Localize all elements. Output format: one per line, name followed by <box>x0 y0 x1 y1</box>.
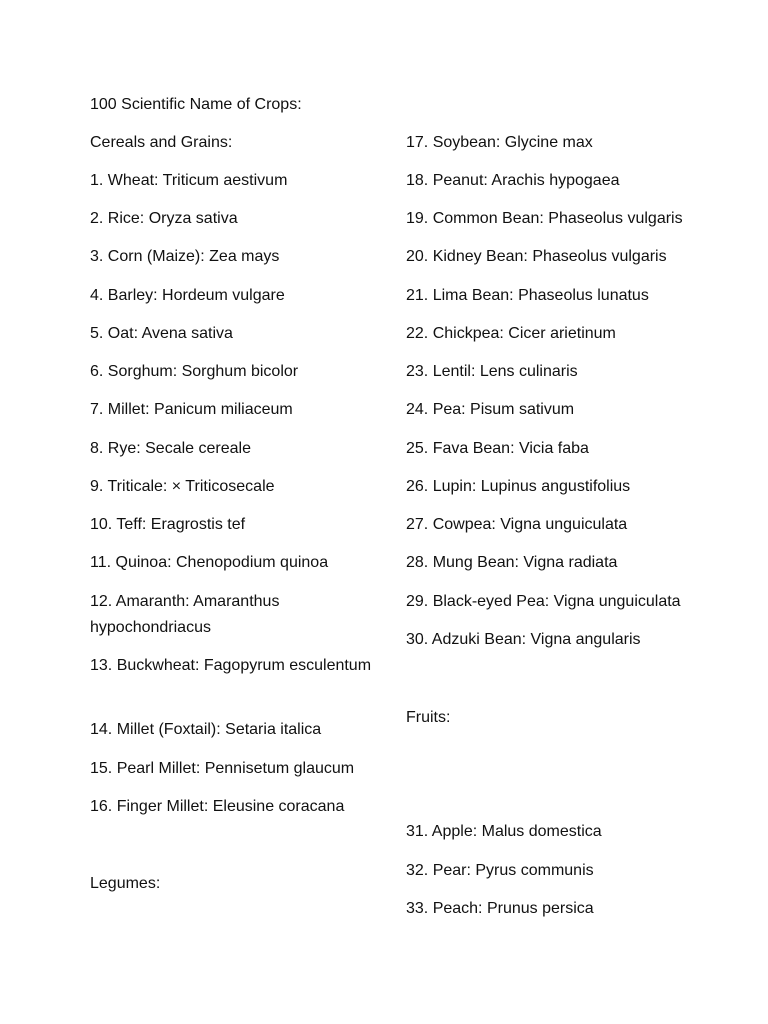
list-item: 7. Millet: Panicum miliaceum <box>90 401 293 418</box>
list-item: 10. Teff: Eragrostis tef <box>90 516 246 533</box>
list-item: 5. Oat: Avena sativa <box>90 325 233 342</box>
list-item: 9. Triticale: × Triticosecale <box>90 478 275 495</box>
list-item: 21. Lima Bean: Phaseolus lunatus <box>406 287 649 304</box>
list-item: 8. Rye: Secale cereale <box>90 440 251 457</box>
list-item: 23. Lentil: Lens culinaris <box>406 363 578 380</box>
list-item: 2. Rice: Oryza sativa <box>90 210 238 227</box>
list-item: 25. Fava Bean: Vicia faba <box>406 440 589 457</box>
list-item: 30. Adzuki Bean: Vigna angularis <box>406 631 641 648</box>
list-item: 16. Finger Millet: Eleusine coracana <box>90 798 345 815</box>
list-item: 28. Mung Bean: Vigna radiata <box>406 554 618 571</box>
list-item: 27. Cowpea: Vigna unguiculata <box>406 516 628 533</box>
list-item: 31. Apple: Malus domestica <box>406 823 602 840</box>
list-item: 22. Chickpea: Cicer arietinum <box>406 325 616 342</box>
section-heading-cereals: Cereals and Grains: <box>90 134 233 151</box>
section-heading-fruits: Fruits: <box>406 709 451 726</box>
list-item: 14. Millet (Foxtail): Setaria italica <box>90 721 322 738</box>
list-item: 17. Soybean: Glycine max <box>406 134 593 151</box>
document-title: 100 Scientific Name of Crops: <box>90 96 302 113</box>
list-item: 19. Common Bean: Phaseolus vulgaris <box>406 210 683 227</box>
list-item: 24. Pea: Pisum sativum <box>406 401 575 418</box>
list-item: 33. Peach: Prunus persica <box>406 900 594 917</box>
list-item: 4. Barley: Hordeum vulgare <box>90 287 285 304</box>
list-item: 15. Pearl Millet: Pennisetum glaucum <box>90 760 355 777</box>
list-item: 12. Amaranth: Amaranthus hypochondriacus <box>90 593 280 636</box>
list-item: 26. Lupin: Lupinus angustifolius <box>406 478 631 495</box>
list-item: 1. Wheat: Triticum aestivum <box>90 172 288 189</box>
section-heading-legumes: Legumes: <box>90 875 161 892</box>
list-item: 13. Buckwheat: Fagopyrum esculentum <box>90 657 372 674</box>
list-item: 32. Pear: Pyrus communis <box>406 862 594 879</box>
list-item: 18. Peanut: Arachis hypogaea <box>406 172 620 189</box>
list-item: 6. Sorghum: Sorghum bicolor <box>90 363 299 380</box>
list-item: 11. Quinoa: Chenopodium quinoa <box>90 554 329 571</box>
list-item: 29. Black-eyed Pea: Vigna unguiculata <box>406 593 681 610</box>
list-item: 3. Corn (Maize): Zea mays <box>90 248 280 265</box>
list-item: 20. Kidney Bean: Phaseolus vulgaris <box>406 248 667 265</box>
